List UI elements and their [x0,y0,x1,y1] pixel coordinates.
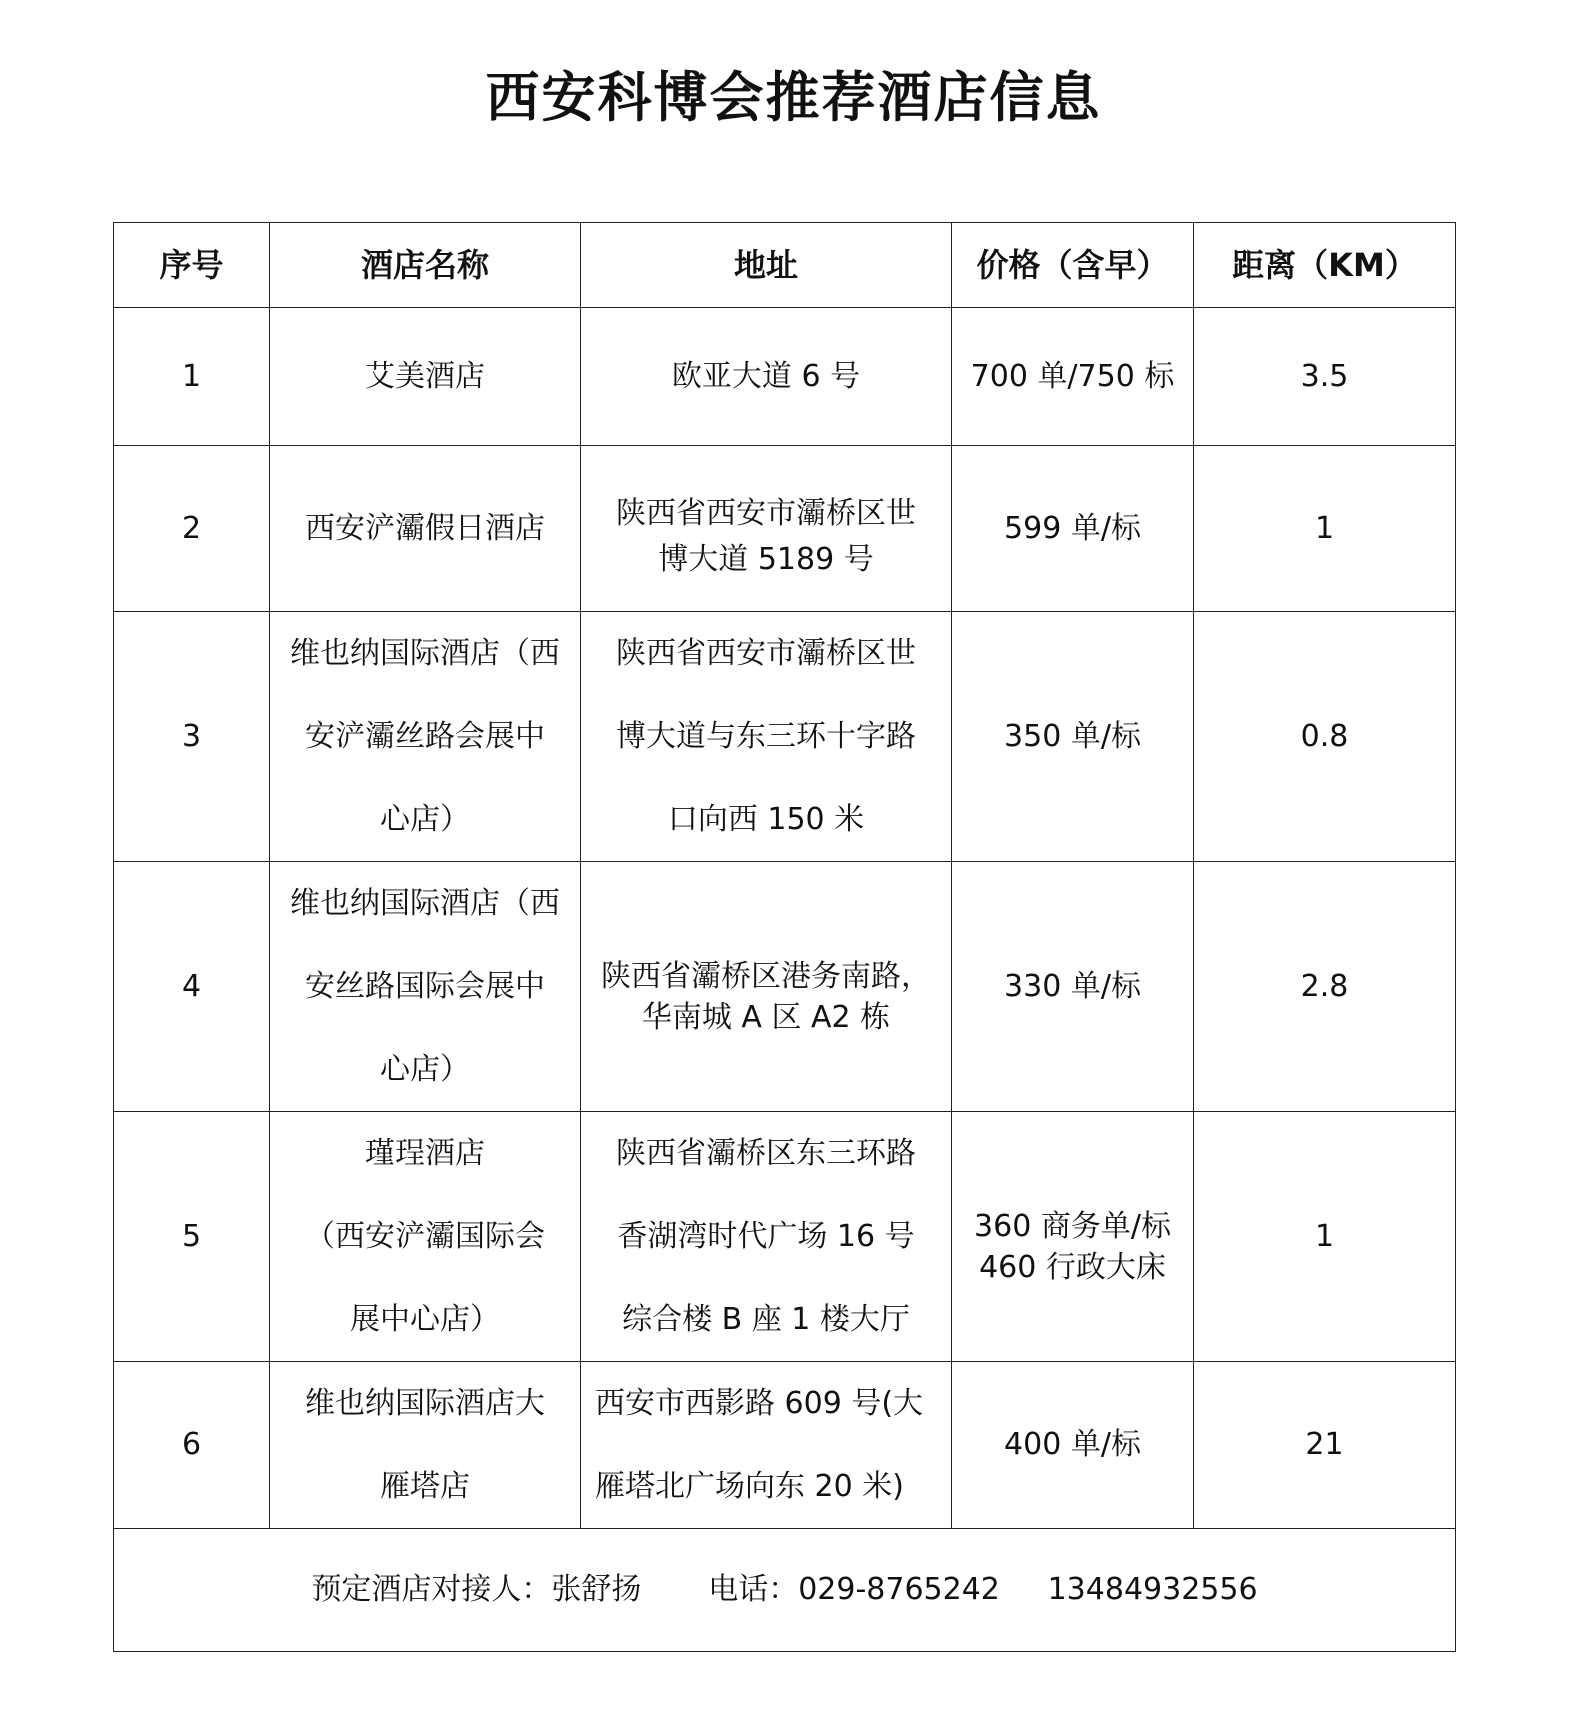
hotel-name-line: 心店） [380,1052,470,1087]
price-line: 700 单/750 标 [970,358,1175,394]
address-line: 雁塔北广场向东 20 米) [595,1469,904,1504]
address-line: 博大道与东三环十字路 [616,719,916,754]
contact-mobile: 13484932556 [1047,1572,1258,1607]
header-address: 地址 [581,223,952,308]
price-line: 360 商务单/标 [974,1209,1171,1244]
price-line: 599 单/标 [1004,510,1141,546]
hotel-name-line: 艾美酒店 [365,358,485,394]
table-row [114,308,1456,446]
address-line: 陕西省灞桥区东三环路 [616,1136,916,1171]
address-line: 欧亚大道 6 号 [671,358,861,394]
address-line: 陕西省西安市灞桥区世 [616,636,916,671]
hotel-name [270,862,581,1112]
hotel-name-line: 安丝路国际会展中 [305,969,545,1004]
hotel-name-line: 瑾珵酒店 [365,1136,485,1171]
hotel-name-line: 安浐灞丝路会展中 [305,719,545,754]
table-row [114,1362,1456,1529]
hotel-name [270,612,581,862]
header-price: 价格（含早） [952,223,1194,308]
hotel-distance: 0.8 [1194,612,1456,862]
price-line: 400 单/标 [1004,1427,1141,1462]
price-line: 350 单/标 [1004,718,1141,754]
table-row [114,862,1456,1112]
hotel-price: 360 商务单/标 460 行政大床 [952,1112,1194,1362]
row-index: 6 [114,1362,270,1529]
hotel-name-line: 雁塔店 [380,1469,470,1504]
hotel-name [270,308,581,446]
hotel-price [952,862,1194,1112]
hotel-price [952,446,1194,612]
hotel-address [581,446,952,612]
hotel-table [113,222,1456,1652]
hotel-name-line: （西安浐灞国际会 [305,1219,545,1254]
hotel-address [581,1112,952,1362]
address-line: 陕西省灞桥区港务南路， [601,959,931,994]
hotel-distance: 1 [1194,1112,1456,1362]
hotel-name [270,446,581,612]
row-index: 2 [114,446,270,612]
table-row [114,446,1456,612]
row-index: 5 [114,1112,270,1362]
address-line: 博大道 5189 号 [658,541,874,577]
table-footer-row [114,1529,1456,1652]
table-header-row [114,223,1456,308]
hotel-address: 陕西省灞桥区港务南路， 华南城 A 区 A2 栋 [581,862,952,1112]
row-index: 4 [114,862,270,1112]
hotel-distance: 1 [1194,446,1456,612]
header-hotel-name: 酒店名称 [270,223,581,308]
hotel-distance: 21 [1194,1362,1456,1529]
row-index: 3 [114,612,270,862]
hotel-price [952,308,1194,446]
table-row [114,612,1456,862]
price-line: 330 单/标 [1004,968,1141,1004]
hotel-name-line: 维也纳国际酒店（西 [290,636,560,671]
booking-contact [114,1529,1456,1652]
hotel-name-line: 心店） [380,802,470,837]
hotel-name-line: 维也纳国际酒店（西 [290,886,560,921]
page-title: 西安科博会推荐酒店信息 [485,65,1102,129]
header-index: 序号 [114,223,270,308]
hotel-name-line: 西安浐灞假日酒店 [305,510,545,546]
address-line: 综合楼 B 座 1 楼大厅 [622,1302,910,1337]
hotel-address [581,612,952,862]
address-line: 香湖湾时代广场 16 号 [617,1219,915,1254]
hotel-price [952,612,1194,862]
row-index: 1 [114,308,270,446]
hotel-address [581,1362,952,1529]
hotel-name [270,1362,581,1529]
hotel-name-line: 维也纳国际酒店大 [305,1386,545,1421]
hotel-distance: 3.5 [1194,308,1456,446]
header-distance: 距离（KM） [1194,223,1456,308]
contact-phone: 电话：029-8765242 [708,1572,1000,1607]
hotel-distance: 2.8 [1194,862,1456,1112]
hotel-name-line: 展中心店） [350,1302,500,1337]
hotel-address [581,308,952,446]
hotel-price [952,1362,1194,1529]
address-line: 口向西 150 米 [667,802,865,837]
table-row [114,1112,1456,1362]
contact-person: 预定酒店对接人：张舒扬 [311,1572,642,1607]
address-line: 陕西省西安市灞桥区世 [616,495,916,531]
address-line: 西安市西影路 609 号(大 [595,1386,924,1421]
hotel-name [270,1112,581,1362]
